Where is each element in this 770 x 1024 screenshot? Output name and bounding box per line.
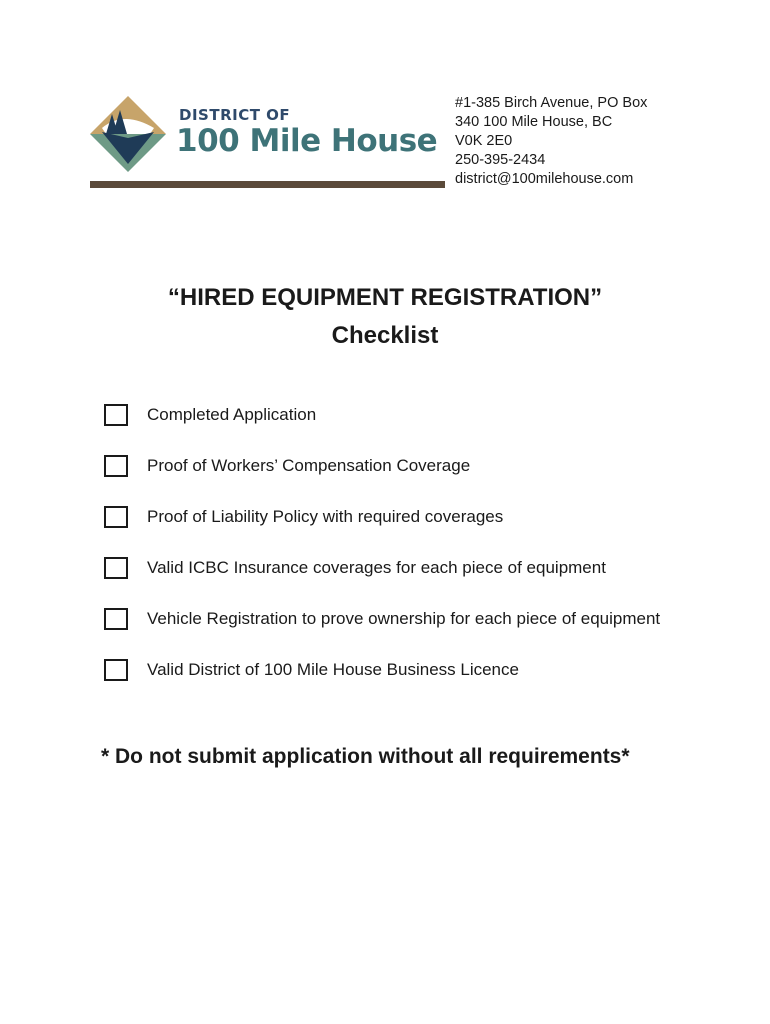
page-subtitle: Checklist (331, 322, 439, 349)
brand-kicker: DISTRICT OF (179, 106, 291, 124)
district-logo-emblem (88, 94, 168, 174)
brand-divider (90, 181, 445, 188)
contact-postal-code: V0K 2E0 (455, 133, 513, 149)
checklist-item-label: Completed Application (147, 405, 317, 424)
page-title: “HIRED EQUIPMENT REGISTRATION” (167, 284, 603, 311)
checklist-item (104, 455, 724, 479)
contact-phone: 250-395-2434 (455, 152, 546, 168)
checkbox[interactable] (104, 455, 128, 477)
checklist-item (104, 608, 724, 632)
checklist-item (104, 506, 724, 530)
checklist-item (104, 659, 724, 683)
checkbox[interactable] (104, 506, 128, 528)
checklist-item-label: Vehicle Registration to prove ownership for each piece of equipment (147, 609, 661, 628)
requirements-note: * Do not submit application without all requirements* (101, 745, 630, 768)
checklist-item-label: Proof of Liability Policy with required coverages (147, 507, 504, 526)
checklist-item (104, 557, 724, 581)
checklist-item-label: Valid District of 100 Mile House Business Licence (147, 660, 519, 679)
contact-block (455, 94, 647, 189)
brand-name: 100 Mile House (176, 123, 438, 159)
checkbox[interactable] (104, 659, 128, 681)
checkbox[interactable] (104, 608, 128, 630)
checklist-item-label: Proof of Workers’ Compensation Coverage (147, 456, 471, 475)
checkbox[interactable] (104, 404, 128, 426)
contact-address-line-2: 340 100 Mile House, BC (455, 114, 613, 130)
contact-email[interactable]: district@100milehouse.com (455, 171, 634, 187)
contact-address-line-1: #1-385 Birch Avenue, PO Box (455, 95, 648, 111)
checkbox[interactable] (104, 557, 128, 579)
checklist-item (104, 404, 724, 428)
checklist-item-label: Valid ICBC Insurance coverages for each piece of equipment (147, 558, 606, 577)
